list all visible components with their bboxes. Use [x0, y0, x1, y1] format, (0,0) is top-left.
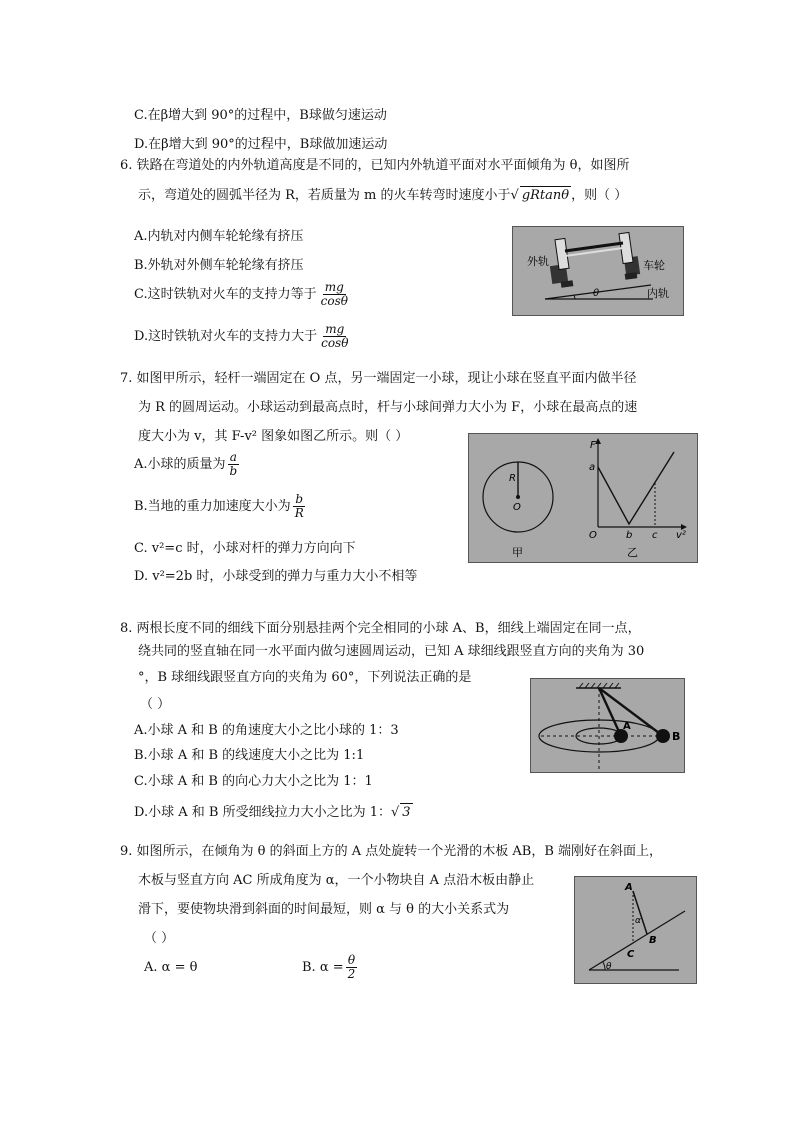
q8-fig-ball-a-label: A [623, 721, 631, 732]
q5-option-d: D.在β增大到 90°的过程中，B球做加速运动 [134, 137, 388, 152]
q6-fig-wheel-label: 车轮 [643, 259, 665, 272]
q9-option-b: B. α = $\frac{\theta}{2}$ [302, 953, 356, 981]
q8-option-d: D.小球 A 和 B 所受细线拉力大小之比为 1：√ 3 [134, 805, 411, 820]
q6-fig-inner-rail-label: 内轨 [647, 287, 669, 300]
q7-stem-line1: 7. 如图甲所示，轻杆一端固定在 O 点，另一端固定一小球，现让小球在竖直平面内做半径 [120, 371, 637, 386]
q7-fig-origin-label: O [589, 530, 597, 541]
q6-option-b: B.外轨对外侧车轮轮缘有挤压 [134, 258, 304, 273]
q9-fraction-b: $\frac{\theta}{2}$ [347, 953, 356, 981]
q7-stem-line3: 度大小为 v，其 F-v² 图象如图乙所示。则（ ） [138, 429, 409, 444]
q5-option-c: C.在β增大到 90°的过程中，B球做匀速运动 [134, 108, 387, 123]
q9-fig-b-label: B [649, 935, 657, 946]
q9-stem-line4: （ ） [144, 931, 175, 946]
q7-option-a: A.小球的质量为 $\frac{a}{b}$ [134, 450, 238, 478]
q7-fig-v2-axis-label: v² [676, 530, 686, 541]
q7-option-c: C. v²=c 时，小球对杆的弹力方向向下 [134, 541, 356, 556]
q6-fraction-d: $\frac{mg}{\cos\theta}$ [321, 322, 349, 350]
q7-fig-radius-label: R [509, 473, 516, 484]
q8-option-c: C.小球 A 和 B 的向心力大小之比为 1：1 [134, 774, 373, 789]
q9-figure [574, 876, 697, 984]
q6-fig-outer-rail-label: 外轨 [527, 255, 549, 268]
q9-stem-line3: 滑下，要使物块滑到斜面的时间最短，则 α 与 θ 的大小关系式为 [138, 902, 510, 917]
q9-stem-line2: 木板与竖直方向 AC 所成角度为 α，一个小物块自 A 点沿木板由静止 [138, 873, 535, 888]
q6-sqrt-expression: gRtanθ [521, 188, 570, 203]
q6-option-a: A.内轨对内侧车轮轮缘有挤压 [134, 229, 304, 244]
q9-fig-a-label: A [625, 882, 633, 893]
q9-option-a: A. α = θ [144, 960, 198, 975]
q9-stem-line1: 9. 如图所示，在倾角为 θ 的斜面上方的 A 点处旋转一个光滑的木板 AB，B 端刚好在斜面上， [120, 844, 663, 859]
q6-fraction-c: $\frac{mg}{\cos\theta}$ [320, 280, 348, 308]
q7-stem-line2: 为 R 的圆周运动。小球运动到最高点时，杆与小球间弹力大小为 F，小球在最高点的速 [138, 400, 638, 415]
q8-option-b: B.小球 A 和 B 的线速度大小之比为 1:1 [134, 748, 365, 763]
q8-figure [530, 678, 685, 773]
q7-fig-jia-label: 甲 [512, 546, 523, 559]
q7-fraction-b: $\frac{b}{R}$ [294, 492, 304, 520]
q6-track-figure [512, 226, 684, 316]
q7-fig-center-label: O [513, 502, 521, 513]
q6-stem-line2: 示，弯道处的圆弧半径为 R，若质量为 m 的火车转弯时速度小于√ gRtanθ ，则（ ） [138, 188, 628, 203]
q8-stem-line3: °，B 球细线跟竖直方向的夹角为 60°，下列说法正确的是 [138, 670, 472, 685]
q7-option-b: B.当地的重力加速度大小为 $\frac{b}{R}$ [134, 492, 304, 520]
q7-fig-f-axis-label: F [590, 440, 596, 451]
q7-figure [468, 433, 698, 563]
q6-option-d: D.这时铁轨对火车的支持力大于 $\frac{mg}{\cos\theta}$ [134, 322, 349, 350]
q7-option-d: D. v²=2b 时，小球受到的弹力与重力大小不相等 [134, 569, 418, 584]
q8-option-a: A.小球 A 和 B 的角速度大小之比小球的 1：3 [134, 723, 399, 738]
q8-stem-line1: 8. 两根长度不同的细线下面分别悬挂两个完全相同的小球 A、B，细线上端固定在同一点， [120, 621, 641, 636]
q8-stem-line2: 绕共同的竖直轴在同一水平面内做匀速圆周运动，已知 A 球细线跟竖直方向的夹角为 30 [138, 644, 645, 659]
q8-fig-ball-b-label: B [672, 730, 681, 743]
q7-fig-c-label: c [652, 530, 658, 541]
q6-fig-theta-label: θ [593, 288, 600, 299]
q7-fig-yi-label: 乙 [627, 546, 638, 559]
q7-fraction-a: $\frac{a}{b}$ [229, 450, 238, 478]
q7-fig-a-label: a [589, 462, 596, 473]
q6-option-c: C.这时铁轨对火车的支持力等于 $\frac{mg}{\cos\theta}$ [134, 280, 348, 308]
q9-fig-c-label: C [627, 949, 635, 960]
q6-stem-line1: 6. 铁路在弯道处的内外轨道高度是不同的，已知内外轨道平面对水平面倾角为 θ，如图所 [120, 158, 630, 173]
q9-fig-alpha-label: α [635, 916, 641, 926]
q9-fig-theta-label: θ [606, 962, 612, 972]
q7-fig-b-label: b [626, 530, 633, 541]
q8-stem-line4: （ ） [140, 697, 171, 712]
